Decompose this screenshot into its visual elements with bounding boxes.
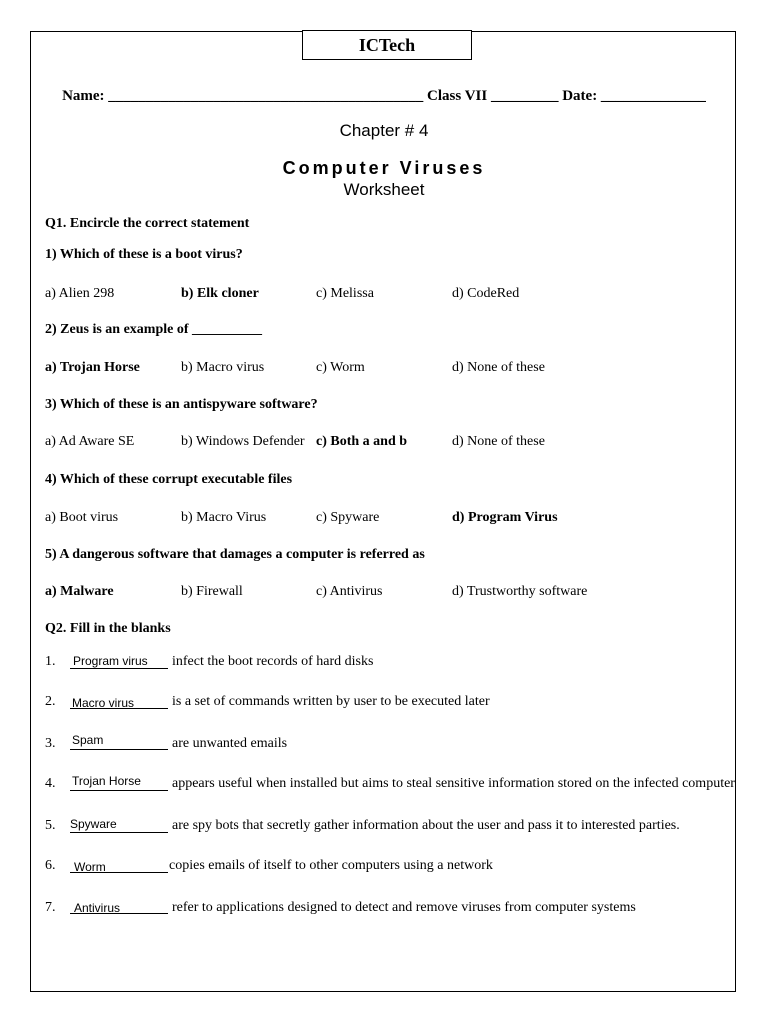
q3-option-c: c) Both a and b bbox=[316, 434, 408, 449]
blank-7 bbox=[70, 896, 168, 914]
q1-option-d: d) CodeRed bbox=[452, 286, 520, 301]
q3-option-a: a) Ad Aware SE bbox=[45, 434, 135, 449]
blank-4-number: 4. bbox=[45, 776, 56, 791]
q1-option-c: c) Melissa bbox=[316, 286, 374, 301]
blank-4-answer: Trojan Horse bbox=[72, 774, 141, 788]
q2-option-a: a) Trojan Horse bbox=[45, 360, 140, 375]
question-2: 2) Zeus is an example of __________ bbox=[45, 322, 262, 337]
blank-3-text: are unwanted emails bbox=[172, 736, 288, 751]
q1-option-b: b) Elk cloner bbox=[181, 286, 259, 301]
q5-option-a: a) Malware bbox=[45, 584, 114, 599]
q2-heading: Q2. Fill in the blanks bbox=[45, 621, 171, 636]
title-box bbox=[302, 30, 472, 60]
q4-option-c: c) Spyware bbox=[316, 510, 380, 525]
blank-2 bbox=[70, 691, 168, 709]
blank-7-answer: Antivirus bbox=[74, 901, 121, 915]
blank-7-number: 7. bbox=[45, 900, 56, 915]
blank-2-answer: Macro virus bbox=[72, 696, 135, 710]
question-4: 4) Which of these corrupt executable files bbox=[45, 472, 293, 487]
student-info-line: Name: __________________________________________ Class VII _________ Date: ______________ bbox=[62, 88, 706, 104]
worksheet-title: ICTech bbox=[358, 34, 416, 55]
q5-option-c: c) Antivirus bbox=[316, 584, 383, 599]
blank-4-text: appears useful when installed but aims to steal sensitive information stored on the infected computer bbox=[172, 776, 735, 791]
blank-3-number: 3. bbox=[45, 736, 56, 751]
blank-4 bbox=[70, 773, 168, 791]
topic-title: Computer Viruses bbox=[282, 158, 486, 178]
q1-option-a: a) Alien 298 bbox=[45, 286, 115, 301]
blank-5-number: 5. bbox=[45, 818, 56, 833]
blank-1-answer: Program virus bbox=[73, 654, 148, 668]
blank-2-number: 2. bbox=[45, 694, 56, 709]
blank-5-answer: Spyware bbox=[70, 817, 117, 831]
question-1: 1) Which of these is a boot virus? bbox=[45, 247, 243, 262]
blank-3 bbox=[70, 732, 168, 750]
q3-option-b: b) Windows Defender bbox=[181, 434, 305, 449]
question-3: 3) Which of these is an antispyware software? bbox=[45, 397, 318, 412]
blank-7-text: refer to applications designed to detect and remove viruses from computer systems bbox=[172, 900, 636, 915]
chapter-number: Chapter # 4 bbox=[339, 121, 429, 140]
q2-option-b: b) Macro virus bbox=[181, 360, 265, 375]
blank-3-answer: Spam bbox=[72, 733, 104, 747]
blank-6 bbox=[70, 855, 168, 873]
q4-option-a: a) Boot virus bbox=[45, 510, 119, 525]
question-5: 5) A dangerous software that damages a computer is referred as bbox=[45, 547, 425, 562]
blank-6-text: copies emails of itself to other computers using a network bbox=[169, 858, 493, 873]
worksheet-subtitle: Worksheet bbox=[343, 180, 425, 199]
q4-option-b: b) Macro Virus bbox=[181, 510, 267, 525]
q2-option-c: c) Worm bbox=[316, 360, 365, 375]
blank-1-text: infect the boot records of hard disks bbox=[172, 654, 374, 669]
q1-heading: Q1. Encircle the correct statement bbox=[45, 216, 250, 231]
q2-option-d: d) None of these bbox=[452, 360, 545, 375]
blank-6-number: 6. bbox=[45, 858, 56, 873]
q3-option-d: d) None of these bbox=[452, 434, 545, 449]
blank-1 bbox=[70, 651, 168, 669]
blank-5-text: are spy bots that secretly gather information about the user and pass it to interested parties. bbox=[172, 818, 680, 833]
blank-5 bbox=[70, 815, 168, 833]
q4-option-d: d) Program Virus bbox=[452, 510, 558, 525]
q5-option-b: b) Firewall bbox=[181, 584, 243, 599]
blank-6-answer: Worm bbox=[74, 860, 106, 874]
blank-1-number: 1. bbox=[45, 654, 56, 669]
q5-option-d: d) Trustworthy software bbox=[452, 584, 588, 599]
blank-2-text: is a set of commands written by user to be executed later bbox=[172, 694, 490, 709]
